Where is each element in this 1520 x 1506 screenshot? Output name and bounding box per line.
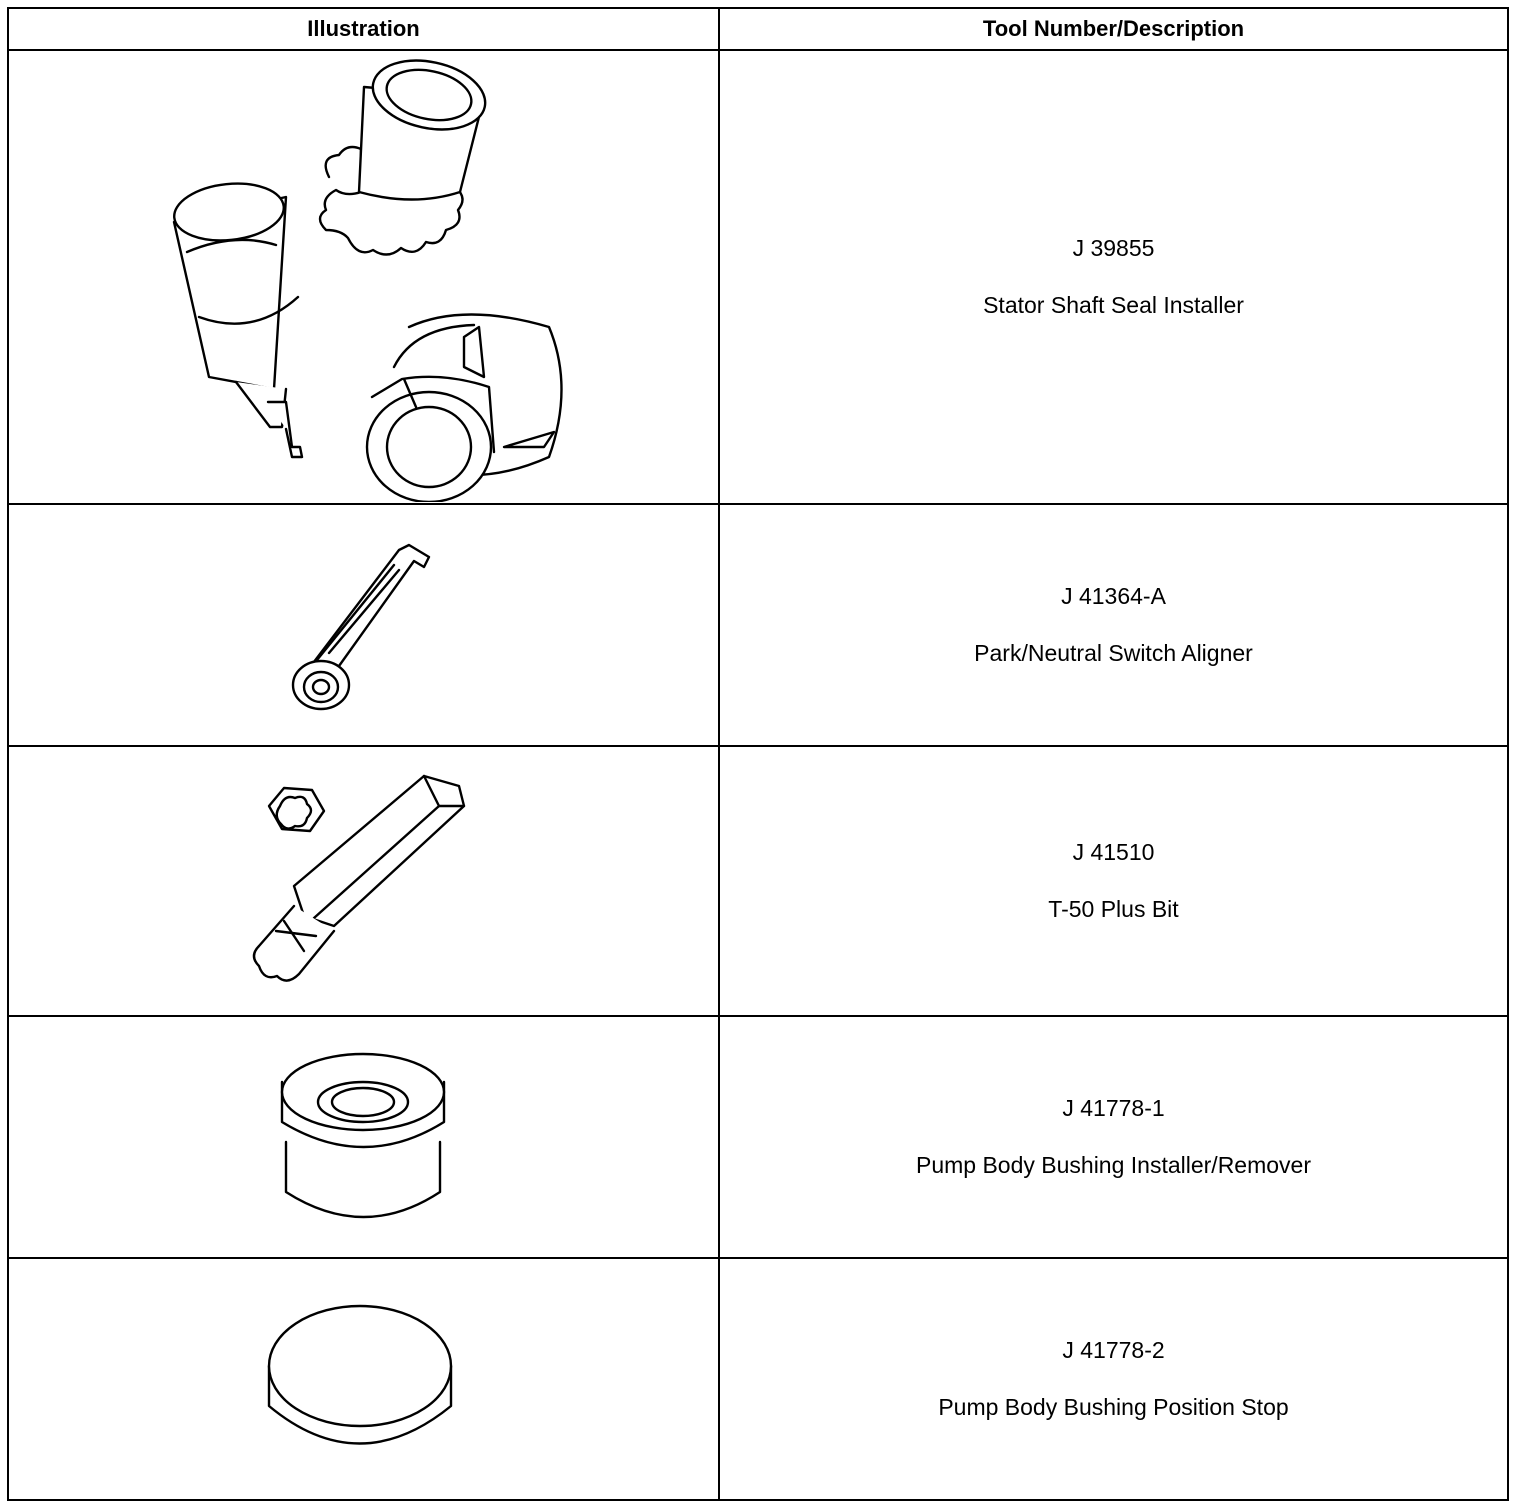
illustration-cell: [8, 50, 719, 504]
table-row: [8, 50, 1508, 504]
illustration-cell: [8, 1258, 719, 1500]
description-cell: [719, 1016, 1508, 1258]
table-row: [8, 1258, 1508, 1500]
tool-number: J 39855: [1072, 235, 1155, 261]
tool-description: T-50 Plus Bit: [1048, 896, 1179, 922]
header-row: [8, 8, 1508, 50]
tool-number: J 41778-1: [1062, 1095, 1165, 1121]
bushing-installer-remover-icon: [274, 1047, 454, 1227]
tool-description: Pump Body Bushing Installer/Remover: [915, 1152, 1312, 1178]
header-tool-description: Tool Number/Description: [719, 8, 1508, 50]
tool-description: Stator Shaft Seal Installer: [983, 292, 1244, 318]
park-neutral-switch-aligner-icon: [284, 535, 444, 715]
tool-description: Park/Neutral Switch Aligner: [974, 640, 1253, 666]
tool-number: J 41364-A: [1061, 583, 1166, 609]
header-illustration: Illustration: [8, 8, 719, 50]
illustration-cell: [8, 1016, 719, 1258]
table-row: [8, 746, 1508, 1016]
illustration-cell: [8, 746, 719, 1016]
description-cell: [719, 1258, 1508, 1500]
stator-shaft-seal-installer-icon: [144, 52, 584, 502]
tool-description: Pump Body Bushing Position Stop: [938, 1394, 1289, 1420]
table-row: [8, 504, 1508, 746]
illustration-cell: [8, 504, 719, 746]
t50-plus-bit-icon: [244, 766, 484, 996]
description-cell: [719, 50, 1508, 504]
table-row: [8, 1016, 1508, 1258]
tool-number: J 41778-2: [1062, 1337, 1165, 1363]
description-cell: [719, 746, 1508, 1016]
tool-table: [7, 7, 1509, 1501]
description-cell: [719, 504, 1508, 746]
tool-number: J 41510: [1072, 839, 1155, 865]
bushing-position-stop-icon: [264, 1299, 464, 1459]
